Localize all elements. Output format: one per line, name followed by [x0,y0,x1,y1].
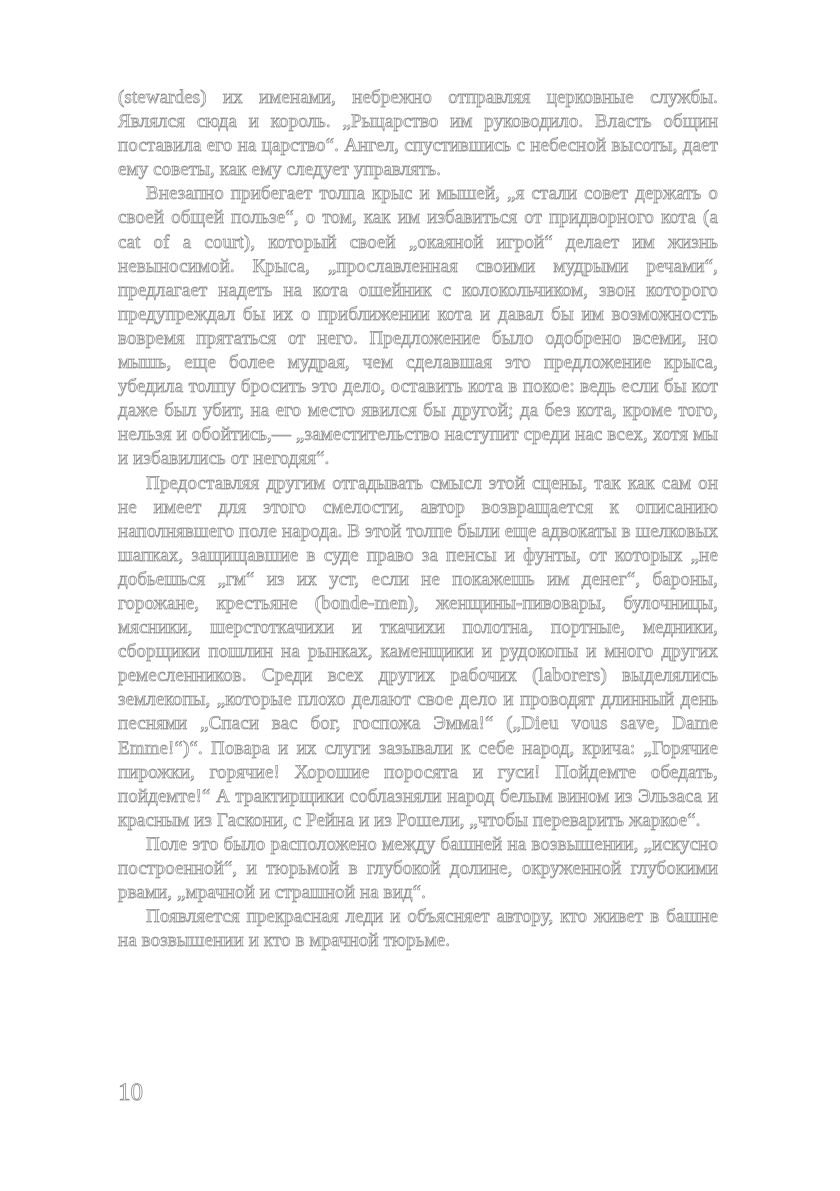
paragraph-5: Появляется прекрасная леди и объясняет автору, кто живет в башне на возвышении и кто в мрачной тюрьме. [118,906,718,952]
body-text [118,86,718,953]
page-number: 10 [118,1079,143,1106]
paragraph-2: Внезапно прибегает толпа крыс и мышей, „я стали совет держать о своей общей пользе“, о том, как им избавиться от придворного кота (a cat of a court), который своей „окаяной игрой“ делает им жизнь невыносимой. Крыса, „прославленная своими мудрыми речами“, предлагает надеть на кота ошейник с колокольчиком, звон которого предупреждал бы их о приближении кота и давал бы им возможность вовремя прятаться от него. Предложение было одобрено всеми, но мышь, еще более мудрая, чем сделавшая это предложение крыса, убедила толпу бросить это дело, оставить кота в покое: ведь если бы кот даже был убит, на его место явился бы другой; да без кота, кроме того, нельзя и обойтись,— „заместительство наступит среди нас всех, хотя мы и избавились от негодяя“. [118,183,718,470]
paragraph-1: (stewardes) их именами, небрежно отправляя церковные службы. Являлся сюда и король. „Рыцарство им руководило. Власть общин поставила его на царство“. Ангел, спустившись с небесной высоты, дает ему советы, как ему следует управлять. [118,87,718,181]
paragraph-4: Поле это было расположено между башней на возвышении, „искусно построенной“, и тюрьмой в глубокой долине, окруженной глубокими рвами, „мрачной и страшной на вид“. [118,833,718,904]
paragraph-3: Предоставляя другим отгадывать смысл этой сцены, так как сам он не имеет для этого смелости, автор возвращается к описанию наполнявшего поле народа. В этой толпе были еще адвокаты в шелковых шапках, защищавшие в суде право за пенсы и фунты, от которых „не добьешься „гм“ из их уст, если не покажешь им денег“, бароны, горожане, крестьяне (bonde-men), женщины-пивовары, булочницы, мясники, шерстоткачихи и ткачихи полотна, портные, медники, сборщики пошлин на рынках, каменщики и рудокопы и много других ремесленников. Среди всех других рабочих (laborers) выделялись землекопы, „которые плохо делают свое дело и проводят длинный день песнями „Спаси вас бог, госпожа Эмма!“ („Dieu vous save, Dame Emme!“)“. Повара и их слуги зазывали к себе народ, крича: „Горячие пирожки, горячие! Хорошие поросята и гуси! Пойдемте обедать, пойдемте!“ А трактирщики соблазняли народ белым вином из Эльзаса и красным из Гаскони, с Рейна и из Рошели, „чтобы переварить жаркое“. [118,472,718,831]
